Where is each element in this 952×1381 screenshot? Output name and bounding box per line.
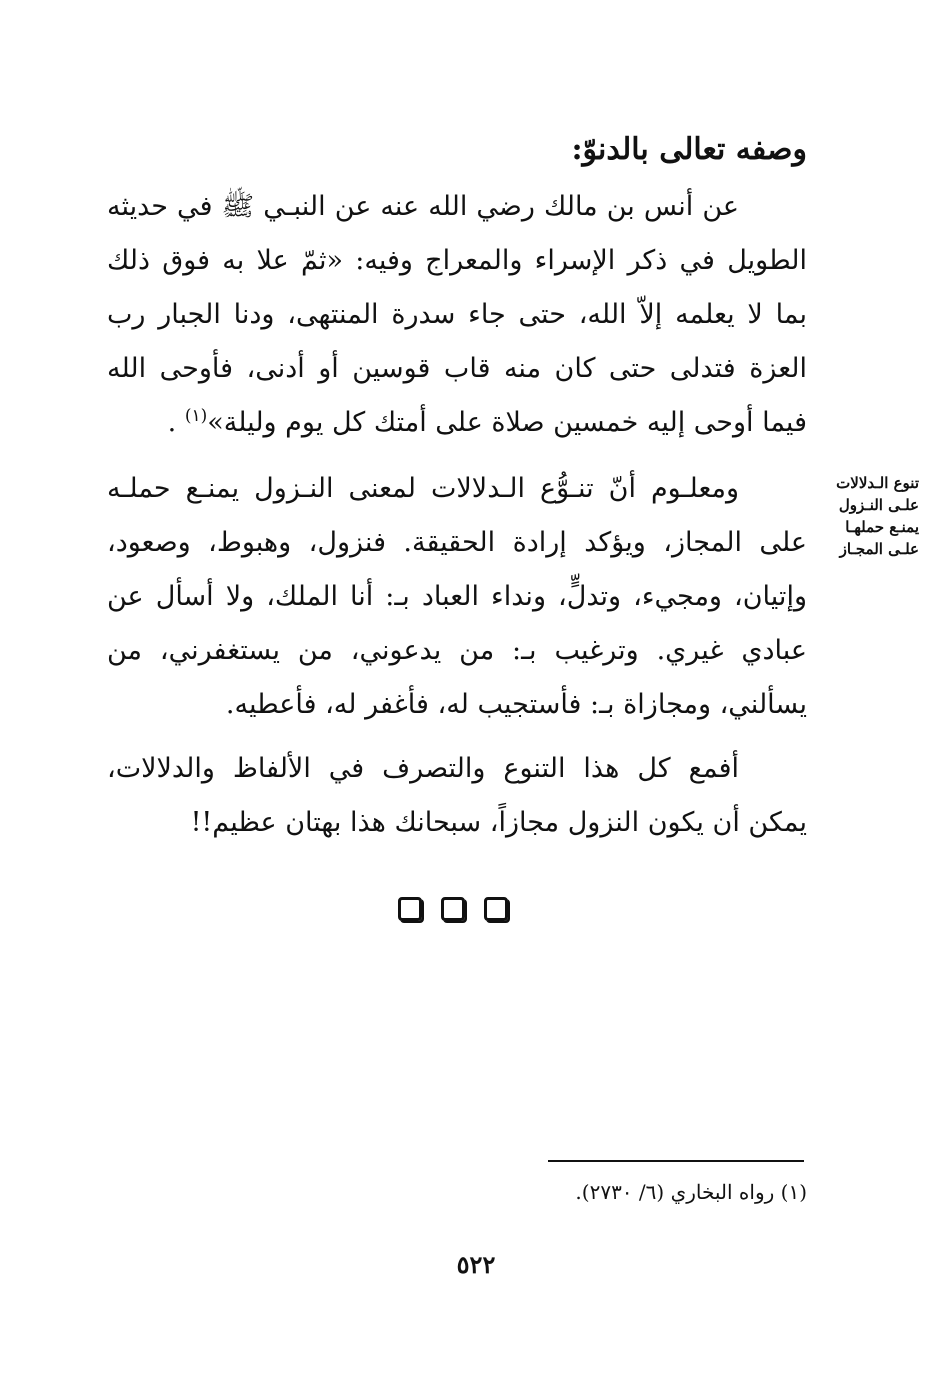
section-separator [398,897,508,927]
page-number: ٥٢٢ [456,1250,496,1279]
footnote: (١) رواه البخاري (٦/ ٢٧٣٠). [575,1180,807,1204]
paragraph-meanings-text: ومعلـوم أنّ تنـوُّع الـدلالات لمعنى النـزول يمنـع حملـه على المجاز، ويؤكد إرادة الحقيقة. فنزول، وهبوط، وصعود، وإتيان، ومجيء، وتدلٍّ، ونداء العباد بـ: أنا الملك، ولا أسأل عن عبادي غيري. وترغيب بـ: من يدعوني، من يستغفرني، من يسألني، ومجازاة بـ: فأستجيب له، فأغفر له، فأعطيه. [107,473,807,720]
hadith-text: عن أنس بن مالك رضي الله عنه عن النبـي ﷺ في حديثه الطويل في ذكر الإسراء والمعراج وفيه: «ثمّ علا به فوق ذلك بما لا يعلمه إلاّ الله، حتى جاء سدرة المنتهى، ودنا الجبار رب العزة فتدلى حتى كان منه قاب قوسين أو أدنى، فأوحى الله فيما أوحى إليه خمسين صلاة على أمتك كل يوم وليلة» [107,191,807,438]
footnote-ref-marker: (١) [184,406,208,426]
footnote-divider [548,1160,804,1162]
paragraph-hadith [107,180,807,450]
paragraph-conclusion [107,742,807,850]
margin-note: تنوع الـدلالات علـى النـزول يمنـع حملهـا علـى المجـاز [836,474,919,558]
paragraph-meanings [107,462,807,732]
section-heading: وصفه تعالى بالدنوّ: [571,132,807,167]
paragraph-hadith-text [107,180,807,450]
hadith-end: . [167,407,177,438]
separator-square-icon [484,897,508,921]
paragraph-conclusion-text: أفمع كل هذا التنوع والتصرف في الألفاظ والدلالات، يمكن أن يكون النزول مجازاً، سبحانك هذا بهتان عظيم!! [107,753,807,838]
separator-square-icon [398,897,422,921]
separator-square-icon [441,897,465,921]
